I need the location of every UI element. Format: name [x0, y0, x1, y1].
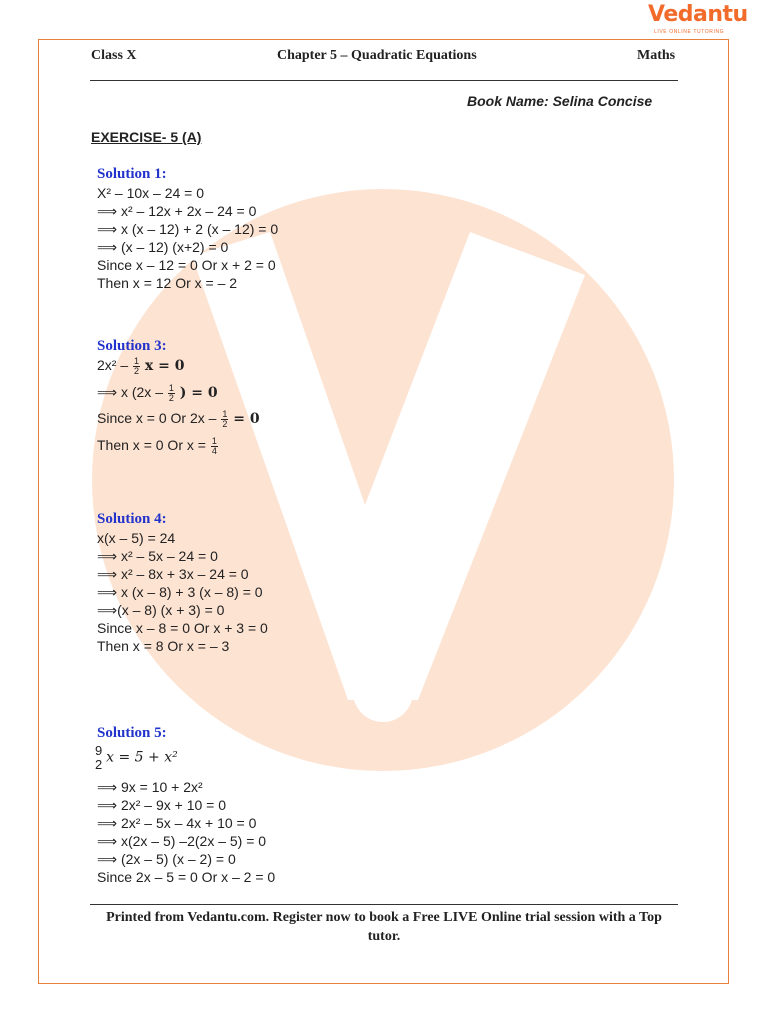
solution-5-step: ⟹ 2x² – 5x – 4x + 10 = 0	[97, 815, 257, 831]
math-text: ⟹ x (2x –	[97, 384, 163, 401]
footer-notice: Printed from Vedantu.com. Register now to book a Free LIVE Online trial session with a Top tutor.	[106, 910, 662, 944]
solution-4-step: Since x – 8 = 0 Or x + 3 = 0	[97, 620, 268, 636]
math-text: Since x = 0 Or 2x –	[97, 410, 217, 427]
solution-5-step: ⟹ x(2x – 5) –2(2x – 5) = 0	[97, 833, 267, 849]
math-text: x = 0	[144, 358, 185, 375]
vedantu-logo[interactable]	[648, 2, 748, 36]
solution-1-step: Since x – 12 = 0 Or x + 2 = 0	[97, 257, 276, 273]
solution-5-step: Since 2x – 5 = 0 Or x – 2 = 0	[97, 869, 276, 885]
solution-4-step: ⟹(x – 8) (x + 3) = 0	[97, 602, 225, 618]
solution-3-step	[97, 384, 218, 403]
math-text: Then x = 0 Or x =	[97, 437, 206, 454]
solution-1-step: ⟹ x² – 12x + 2x – 24 = 0	[97, 203, 257, 219]
solution-5-title: Solution 5:	[97, 725, 167, 741]
solution-4-title: Solution 4:	[97, 511, 167, 527]
solution-5-step: ⟹ 2x² – 9x + 10 = 0	[97, 797, 227, 813]
book-name: Book Name: Selina Concise	[467, 93, 653, 109]
fraction: $\frac{1}{4}$	[211, 436, 217, 456]
solution-5-step: ⟹ (2x – 5) (x – 2) = 0	[97, 851, 236, 867]
solution-4-step: ⟹ x (x – 8) + 3 (x – 8) = 0	[97, 584, 263, 600]
solution-3-step	[97, 437, 219, 456]
fraction: $\frac{1}{2}$	[134, 356, 140, 376]
solution-1-step: Then x = 12 Or x = – 2	[97, 275, 238, 291]
solution-4-step: ⟹ x² – 8x + 3x – 24 = 0	[97, 566, 249, 582]
solution-1-step: X² – 10x – 24 = 0	[97, 185, 205, 201]
subject-label: Maths	[637, 48, 676, 63]
solution-3-step	[97, 357, 185, 376]
chapter-title: Chapter 5 – Quadratic Equations	[277, 48, 477, 63]
solution-4-step: ⟹ x² – 5x – 24 = 0	[97, 548, 218, 564]
solution-3-title: Solution 3:	[97, 338, 167, 354]
fraction: $\frac{1}{2}$	[168, 383, 174, 403]
solution-4-step: x(x – 5) = 24	[97, 530, 176, 546]
math-text: 2x² –	[97, 357, 129, 374]
logo-tagline: LIVE ONLINE TUTORING	[654, 29, 725, 35]
header-divider	[90, 80, 678, 81]
solution-5-step: ⟹ 9x = 10 + 2x²	[97, 779, 203, 795]
class-label: Class X	[91, 48, 137, 63]
solution-1-title: Solution 1:	[97, 166, 167, 182]
exercise-heading: EXERCISE- 5 (A)	[91, 129, 202, 145]
math-text: ) = 0	[179, 385, 218, 402]
logo-wordmark: Vedantu	[648, 2, 748, 27]
solution-4-step: Then x = 8 Or x = – 3	[97, 638, 230, 654]
fraction: $\frac{1}{2}$	[222, 409, 228, 429]
math-text: = 0	[233, 411, 260, 428]
solution-5-step	[95, 744, 178, 772]
solution-3-step	[97, 410, 260, 429]
fraction: 9 2	[95, 743, 103, 772]
solution-1-step: ⟹ (x – 12) (x+2) = 0	[97, 239, 229, 255]
solution-1-step: ⟹ x (x – 12) + 2 (x – 12) = 0	[97, 221, 279, 237]
math-text: x = 5 + x²	[106, 749, 178, 766]
footer-divider	[90, 904, 678, 905]
